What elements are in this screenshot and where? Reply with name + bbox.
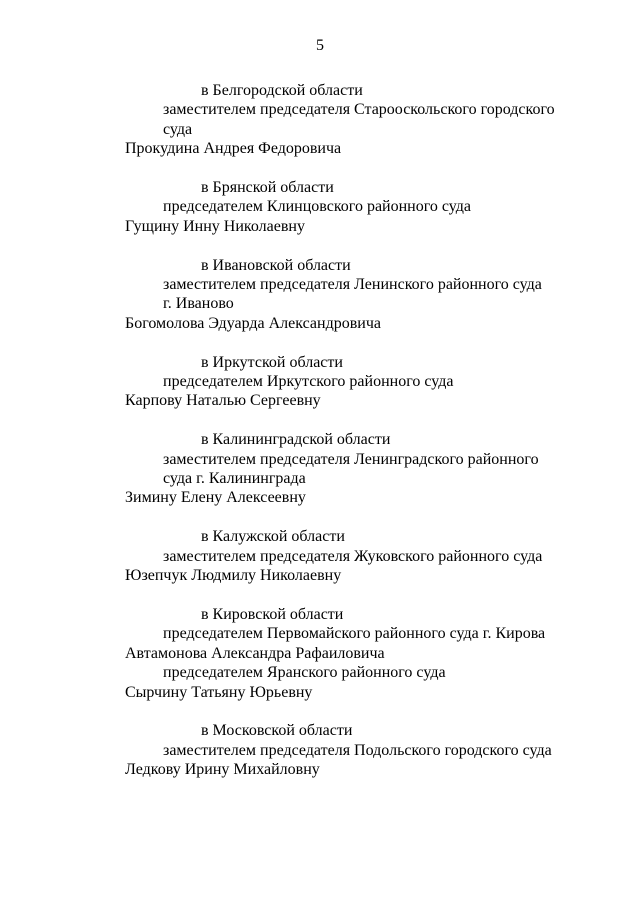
region-heading: в Иркутской области <box>201 353 343 371</box>
appointments-list <box>125 81 595 799</box>
appointee-name: Юзепчук Людмилу Николаевну <box>125 567 342 585</box>
page-number: 5 <box>316 37 324 54</box>
appointee-name: Гущину Инну Николаевну <box>125 217 305 235</box>
appointee-name: Богомолова Эдуарда Александровича <box>125 314 381 332</box>
region-heading: в Калининградской области <box>201 431 391 449</box>
position-line: председателем Иркутского районного суда <box>163 373 454 391</box>
position-line: г. Иваново <box>163 295 234 313</box>
region-entry <box>125 178 595 236</box>
appointee-name: Ледкову Ирину Михайловну <box>125 761 320 779</box>
appointee-name: Автамонова Александра Рафаиловича <box>125 644 385 662</box>
appointee-name: Прокудина Андрея Федоровича <box>125 140 342 158</box>
region-heading: в Кировской области <box>201 605 344 623</box>
region-entry <box>125 81 595 159</box>
region-entry <box>125 256 595 334</box>
appointee-name: Сырчину Татьяну Юрьевну <box>125 683 313 701</box>
position-line: заместителем председателя Ленинского районного суда <box>163 276 542 294</box>
position-line: заместителем председателя Старооскольского городского <box>163 101 555 119</box>
position-line: председателем Первомайского районного суда г. Кирова <box>163 625 546 643</box>
region-entry <box>125 721 595 779</box>
region-heading: в Московской области <box>201 722 353 740</box>
region-entry <box>125 527 595 585</box>
position-line: заместителем председателя Жуковского районного суда <box>163 547 543 565</box>
appointee-name: Карпову Наталью Сергеевну <box>125 392 321 410</box>
region-heading: в Белгородской области <box>201 82 363 99</box>
appointee-name: Зимину Елену Алексеевну <box>125 489 306 507</box>
region-heading: в Брянской области <box>201 179 334 197</box>
position-line: председателем Яранского районного суда <box>163 664 446 682</box>
position-line: председателем Клинцовского районного суда <box>163 198 472 216</box>
position-line: суда <box>163 120 193 138</box>
region-heading: в Ивановской области <box>201 256 351 274</box>
position-line: суда г. Калининграда <box>163 470 306 488</box>
region-entry <box>125 353 595 411</box>
position-line: заместителем председателя Ленинградского районного <box>163 450 539 468</box>
position-line: заместителем председателя Подольского городского суда <box>163 741 552 759</box>
region-entry <box>125 430 595 508</box>
region-heading: в Калужской области <box>201 528 345 546</box>
region-entry <box>125 605 595 702</box>
